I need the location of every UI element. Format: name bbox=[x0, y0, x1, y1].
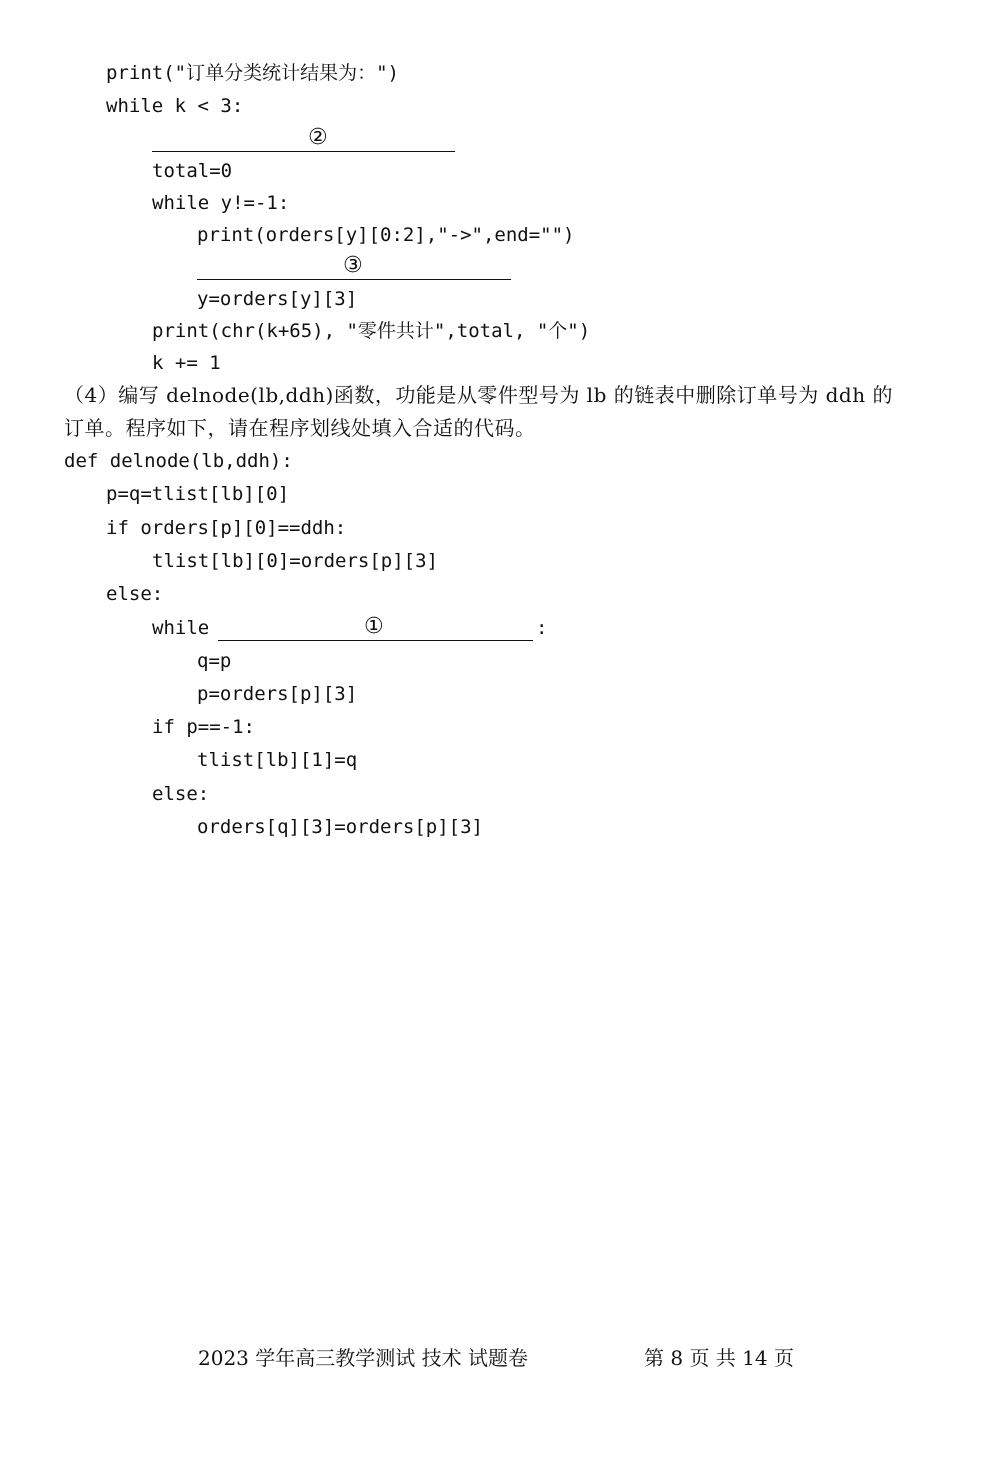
code-total-init: total=0 bbox=[152, 160, 233, 182]
code-while-y: while y!=-1: bbox=[152, 192, 290, 214]
answer-blank-1[interactable] bbox=[218, 615, 533, 641]
code-print-header: print("订单分类统计结果为：") bbox=[106, 62, 399, 84]
code-q-eq-p: q=p bbox=[197, 650, 232, 672]
footer-title: 2023 学年高三教学测试 技术 试题卷 bbox=[198, 1346, 528, 1370]
code-while-k: while k < 3: bbox=[106, 95, 244, 117]
code-set-head: tlist[lb][0]=orders[p][3] bbox=[152, 550, 438, 572]
question-4-line-2: 订单。程序如下，请在程序划线处填入合适的代码。 bbox=[64, 416, 536, 440]
code-k-inc: k += 1 bbox=[152, 352, 221, 374]
code-if-end: if p==-1: bbox=[152, 716, 255, 738]
code-while-colon: : bbox=[536, 617, 548, 639]
answer-blank-2[interactable] bbox=[152, 126, 455, 152]
blank-number-2: ② bbox=[308, 125, 328, 150]
code-print-orders: print(orders[y][0:2],"->",end="") bbox=[197, 224, 575, 246]
blank-number-3: ③ bbox=[343, 253, 363, 278]
code-def-delnode: def delnode(lb,ddh): bbox=[64, 450, 293, 472]
code-print-total: print(chr(k+65), "零件共计",total, "个") bbox=[152, 320, 591, 342]
code-if-first: if orders[p][0]==ddh: bbox=[106, 517, 347, 539]
code-else-1: else: bbox=[106, 583, 164, 605]
blank-number-1: ① bbox=[364, 614, 384, 639]
code-else-2: else: bbox=[152, 783, 210, 805]
footer-page-number: 第 8 页 共 14 页 bbox=[644, 1346, 794, 1370]
code-while-keyword: while bbox=[152, 617, 210, 639]
code-p-next: p=orders[p][3] bbox=[197, 683, 358, 705]
code-assign-pq: p=q=tlist[lb][0] bbox=[106, 483, 290, 505]
code-unlink: orders[q][3]=orders[p][3] bbox=[197, 816, 483, 838]
code-set-tail: tlist[lb][1]=q bbox=[197, 749, 358, 771]
answer-blank-3[interactable] bbox=[197, 254, 511, 280]
question-4-line-1: （4）编写 delnode(lb,ddh)函数，功能是从零件型号为 lb 的链表中删除订单号为 ddh 的 bbox=[64, 383, 893, 407]
code-y-next: y=orders[y][3] bbox=[197, 288, 358, 310]
